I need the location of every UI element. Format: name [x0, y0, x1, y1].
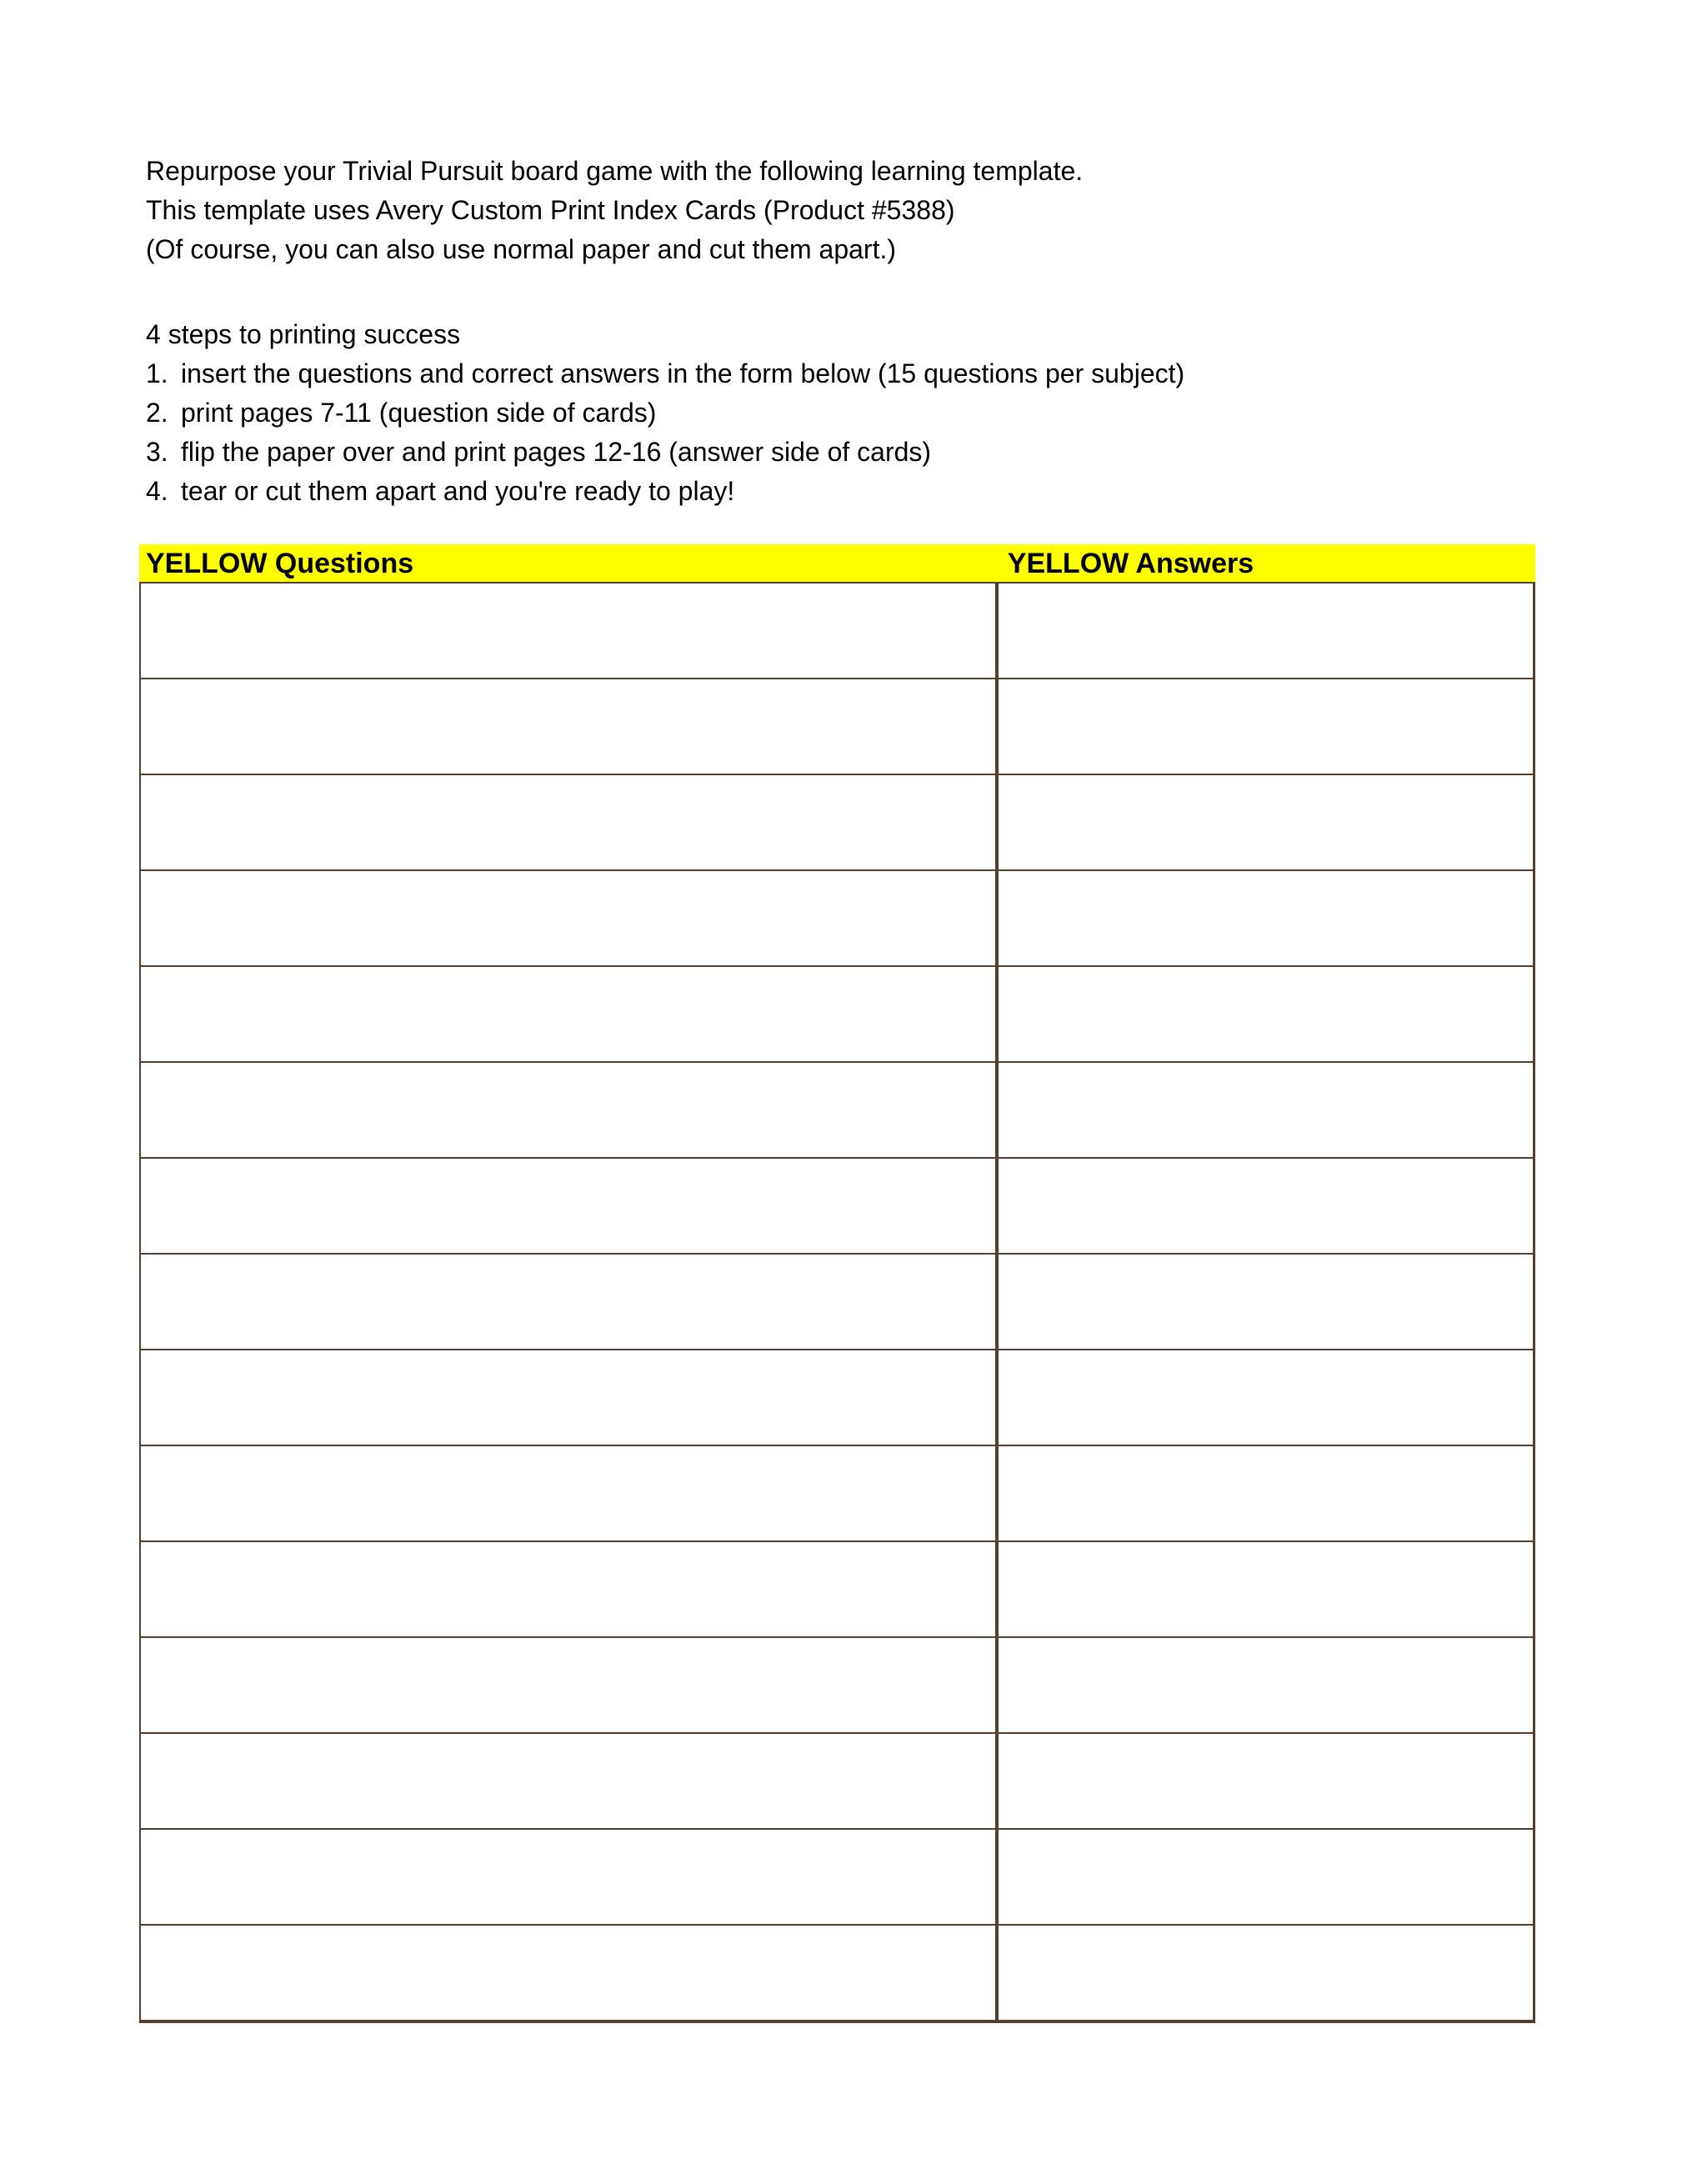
- printing-steps: [146, 315, 1184, 511]
- table-row: [141, 1732, 1533, 1828]
- question-cell[interactable]: [141, 1926, 999, 2020]
- questions-column-header: YELLOW Questions: [146, 548, 414, 579]
- step-item-2: [146, 393, 1184, 433]
- question-cell[interactable]: [141, 967, 999, 1061]
- table-row: [141, 774, 1533, 869]
- question-cell[interactable]: [141, 679, 999, 774]
- question-cell[interactable]: [141, 1638, 999, 1732]
- answer-cell[interactable]: [999, 584, 1533, 678]
- answer-cell[interactable]: [999, 1350, 1533, 1445]
- table-row: [141, 678, 1533, 774]
- step-item-4: [146, 472, 1184, 511]
- step-item-1: [146, 354, 1184, 393]
- answer-cell[interactable]: [999, 1638, 1533, 1732]
- answer-cell[interactable]: [999, 1734, 1533, 1828]
- question-answer-table: [139, 544, 1535, 2023]
- step-number: 4.: [146, 476, 168, 506]
- table-row: [141, 965, 1533, 1061]
- intro-line-1: Repurpose your Trivial Pursuit board game with the following learning template.: [146, 156, 1084, 186]
- table-row: [141, 869, 1533, 965]
- table-header-row: [139, 544, 1535, 582]
- answer-cell[interactable]: [999, 1830, 1533, 1924]
- table-row: [141, 584, 1533, 678]
- table-row: [141, 1828, 1533, 1924]
- question-cell[interactable]: [141, 1830, 999, 1924]
- question-cell[interactable]: [141, 1255, 999, 1349]
- table-row: [141, 1445, 1533, 1540]
- question-cell[interactable]: [141, 1446, 999, 1540]
- step-text: print pages 7-11 (question side of cards): [181, 398, 657, 428]
- answer-cell[interactable]: [999, 871, 1533, 965]
- table-body: [139, 582, 1535, 2023]
- answer-cell[interactable]: [999, 1542, 1533, 1636]
- answer-cell[interactable]: [999, 967, 1533, 1061]
- answer-cell[interactable]: [999, 1063, 1533, 1157]
- table-row: [141, 1349, 1533, 1445]
- answer-cell[interactable]: [999, 1926, 1533, 2020]
- table-row: [141, 1540, 1533, 1636]
- answer-cell[interactable]: [999, 1159, 1533, 1253]
- table-row: [141, 1924, 1533, 2020]
- question-cell[interactable]: [141, 1063, 999, 1157]
- question-cell[interactable]: [141, 1734, 999, 1828]
- answers-column-header: YELLOW Answers: [1007, 548, 1254, 579]
- answer-cell[interactable]: [999, 1446, 1533, 1540]
- step-text: insert the questions and correct answers in the form below (15 questions per subject): [181, 358, 1185, 388]
- question-cell[interactable]: [141, 1350, 999, 1445]
- answer-cell[interactable]: [999, 1255, 1533, 1349]
- question-cell[interactable]: [141, 1542, 999, 1636]
- question-cell[interactable]: [141, 1159, 999, 1253]
- answer-cell[interactable]: [999, 775, 1533, 869]
- step-item-3: [146, 433, 1184, 472]
- answer-cell[interactable]: [999, 679, 1533, 774]
- question-cell[interactable]: [141, 775, 999, 869]
- intro-line-2: This template uses Avery Custom Print Index Cards (Product #5388): [146, 195, 955, 225]
- intro-paragraph: [146, 152, 1083, 269]
- step-number: 2.: [146, 398, 168, 428]
- table-row: [141, 1253, 1533, 1349]
- table-row: [141, 1157, 1533, 1253]
- table-row: [141, 1061, 1533, 1157]
- steps-heading: 4 steps to printing success: [146, 319, 461, 349]
- step-number: 1.: [146, 358, 168, 388]
- intro-line-3: (Of course, you can also use normal paper and cut them apart.): [146, 234, 897, 264]
- question-cell[interactable]: [141, 871, 999, 965]
- table-row: [141, 1636, 1533, 1732]
- question-cell[interactable]: [141, 584, 999, 678]
- step-text: tear or cut them apart and you're ready to play!: [181, 476, 735, 506]
- step-text: flip the paper over and print pages 12-16 (answer side of cards): [181, 437, 932, 467]
- step-number: 3.: [146, 437, 168, 467]
